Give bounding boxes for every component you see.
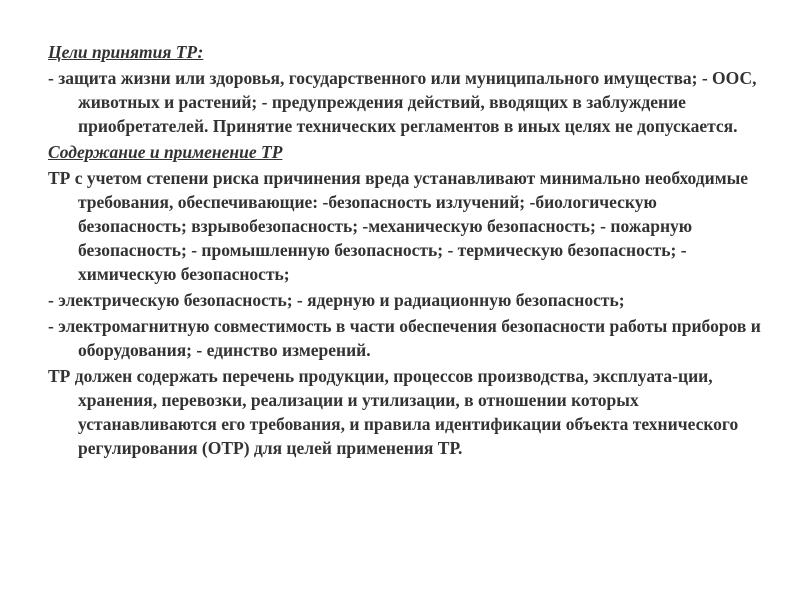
goals-paragraph: - защита жизни или здоровья, государственного или муниципального имущества; - ООС, животных и растений; - предупреждения действий, вводящих в заблуждение приобретателей. Принятие технических регламентов в иных целях не допускается. bbox=[48, 68, 757, 136]
section-heading-content: Содержание и применение ТР bbox=[48, 142, 283, 162]
content-paragraph-electromagnetic: - электромагнитную совместимость в части обеспечения безопасности работы приборов и оборудования; - единство измерений. bbox=[48, 316, 761, 360]
section-heading-goals: Цели принятия ТР: bbox=[48, 42, 204, 62]
content-paragraph-requirements: ТР с учетом степени риска причинения вреда устанавливают минимально необходимые требования, обеспечивающие: -безопасность излучений; -биологическую безопасность; взрывобезопасность; -механическую безопасность; - пожарную безопасность; - промышленную безопасность; - термическую безопасность; - химическую безопасность; bbox=[48, 168, 749, 284]
content-paragraph-product-list: ТР должен содержать перечень продукции, процессов производства, эксплуата-ции, хранения, перевозки, реализации и утилизации, в отношении которых устанавливаются его требования, и правила идентификации объекта технического регулирования (ОТР) для целей применения ТР. bbox=[48, 366, 739, 458]
slide-content bbox=[48, 40, 770, 462]
content-paragraph-electrical: - электрическую безопасность; - ядерную и радиационную безопасность; bbox=[48, 290, 625, 310]
